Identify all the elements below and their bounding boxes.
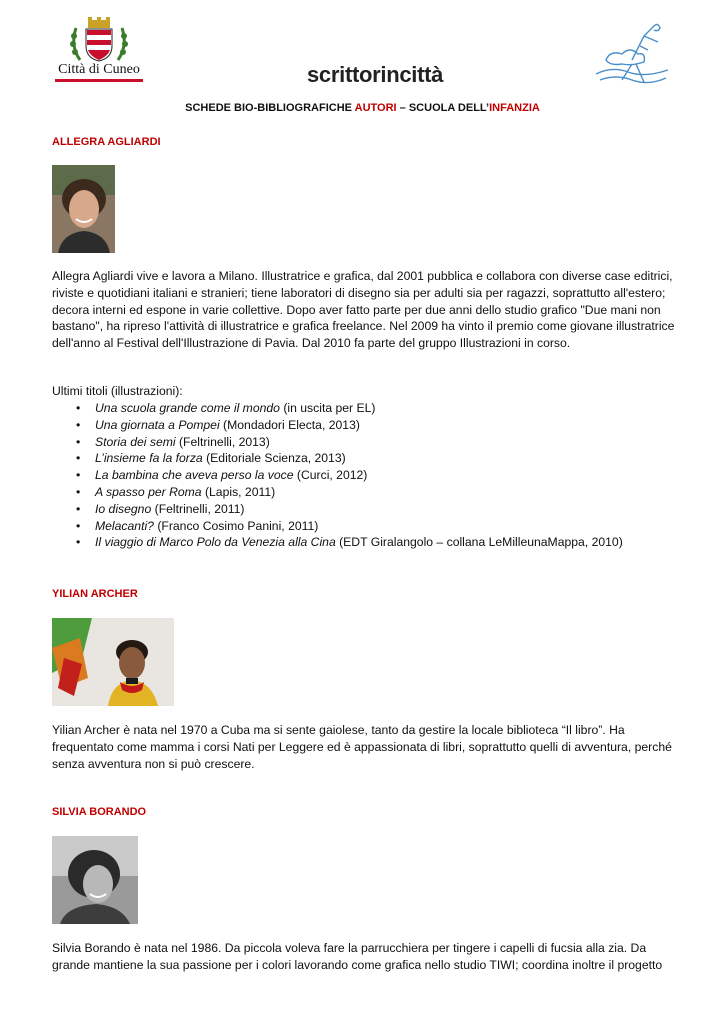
book-title: Io disegno bbox=[95, 501, 152, 516]
title-autori: AUTORI bbox=[354, 102, 397, 114]
list-item: • Melacanti? (Franco Cosimo Panini, 2011) bbox=[76, 518, 319, 533]
book-info: (Feltrinelli, 2011) bbox=[151, 501, 245, 516]
book-info: (Editoriale Scienza, 2013) bbox=[202, 451, 346, 466]
book-info: (Lapis, 2011) bbox=[201, 484, 276, 499]
book-title: Una scuola grande come il mondo bbox=[95, 401, 280, 415]
citta-di-cuneo-logo bbox=[52, 16, 148, 86]
book-title: Melacanti? bbox=[95, 518, 154, 533]
book-title: Una giornata a Pompei bbox=[95, 417, 220, 432]
scrittorincitta-logo bbox=[592, 20, 672, 92]
list-item: • Io disegno (Feltrinelli, 2011) bbox=[76, 501, 245, 516]
list-item: • Una giornata a Pompei (Mondadori Electa, 2013) bbox=[76, 417, 360, 432]
titles-list bbox=[52, 400, 692, 551]
list-item: • La bambina che aveva perso la voce (Curci, 2012) bbox=[76, 468, 368, 483]
titles-heading: Ultimi titoli (illustrazioni): bbox=[52, 384, 183, 398]
book-title: Storia dei semi bbox=[95, 434, 176, 449]
title-part-2: – SCUOLA DELL’ bbox=[396, 102, 490, 114]
list-item: • Una scuola grande come il mondo (in uscita per EL) bbox=[76, 401, 376, 415]
author-photo bbox=[52, 836, 138, 924]
author-name: ALLEGRA AGLIARDI bbox=[52, 136, 161, 148]
logo-caption: Città di Cuneo bbox=[58, 62, 140, 77]
book-info: (Curci, 2012) bbox=[293, 468, 368, 483]
logo-underline bbox=[55, 79, 143, 82]
author-photo bbox=[52, 165, 115, 253]
title-infanzia: INFANZIA bbox=[489, 102, 540, 114]
book-info: (Feltrinelli, 2013) bbox=[175, 434, 270, 449]
list-item: • A spasso per Roma (Lapis, 2011) bbox=[76, 484, 276, 499]
flying-figure-icon bbox=[592, 20, 672, 92]
book-title: L’insieme fa la forza bbox=[95, 451, 203, 466]
book-info: (in uscita per EL) bbox=[279, 401, 376, 415]
list-item: • L’insieme fa la forza (Editoriale Scienza, 2013) bbox=[76, 451, 346, 466]
coat-of-arms-icon bbox=[52, 16, 146, 62]
author-name: YILIAN ARCHER bbox=[52, 588, 138, 600]
list-item: • Il viaggio di Marco Polo da Venezia alla Cina (EDT Giralangolo – collana LeMilleunaMappa, 2010) bbox=[76, 535, 623, 550]
book-title: A spasso per Roma bbox=[95, 484, 202, 499]
author-name: SILVIA BORANDO bbox=[52, 806, 147, 818]
book-title: La bambina che aveva perso la voce bbox=[95, 468, 294, 483]
author-bio: Yilian Archer è nata nel 1970 a Cuba ma si sente gaiolese, tanto da gestire la locale biblioteca “Il libro”. Ha frequentato come mamma i corsi Nati per Leggere ed è appassionata di libri, soprattutto quelli di avventura, perché senza avventura non si può crescere. bbox=[52, 723, 672, 771]
book-title: Il viaggio di Marco Polo da Venezia alla Cina bbox=[95, 535, 336, 550]
book-info: (Mondadori Electa, 2013) bbox=[219, 417, 360, 432]
list-item: • Storia dei semi (Feltrinelli, 2013) bbox=[76, 434, 270, 449]
author-photo bbox=[52, 618, 174, 706]
book-info: (Franco Cosimo Panini, 2011) bbox=[153, 518, 319, 533]
document-title bbox=[0, 102, 725, 114]
author-bio: Allegra Agliardi vive e lavora a Milano. Illustratrice e grafica, dal 2001 pubblica e collabora con diverse case editrici, riviste e quotidiani italiani e stranieri; tiene laboratori di disegno sia per adulti sia per ragazzi, soprattutto all'estero; decora interni ed espone in varie collettive. Dopo aver fatto parte per due anni dello studio grafico "Due mani non bastano", ha ripreso l'attività di illustratrice e grafica freelance. Nel 2009 ha vinto il premio come giovane illustratrice dell'anno al Festival dell'Illustrazione di Pavia. Dal 2010 fa parte del gruppo Illustrazioni in corso. bbox=[52, 269, 675, 351]
author-bio: Silvia Borando è nata nel 1986. Da piccola voleva fare la parrucchiera per tingere i capelli di fucsia alla zia. Da grande mantiene la sua passione per i colori lavorando come grafica nello studio TIWI; coordina inoltre il progetto bbox=[52, 941, 663, 972]
title-part-1: SCHEDE BIO-BIBLIOGRAFICHE bbox=[185, 102, 355, 114]
book-info: (EDT Giralangolo – collana LeMilleunaMappa, 2010) bbox=[335, 535, 623, 550]
brand-wordmark: scrittorincittà bbox=[307, 62, 444, 87]
